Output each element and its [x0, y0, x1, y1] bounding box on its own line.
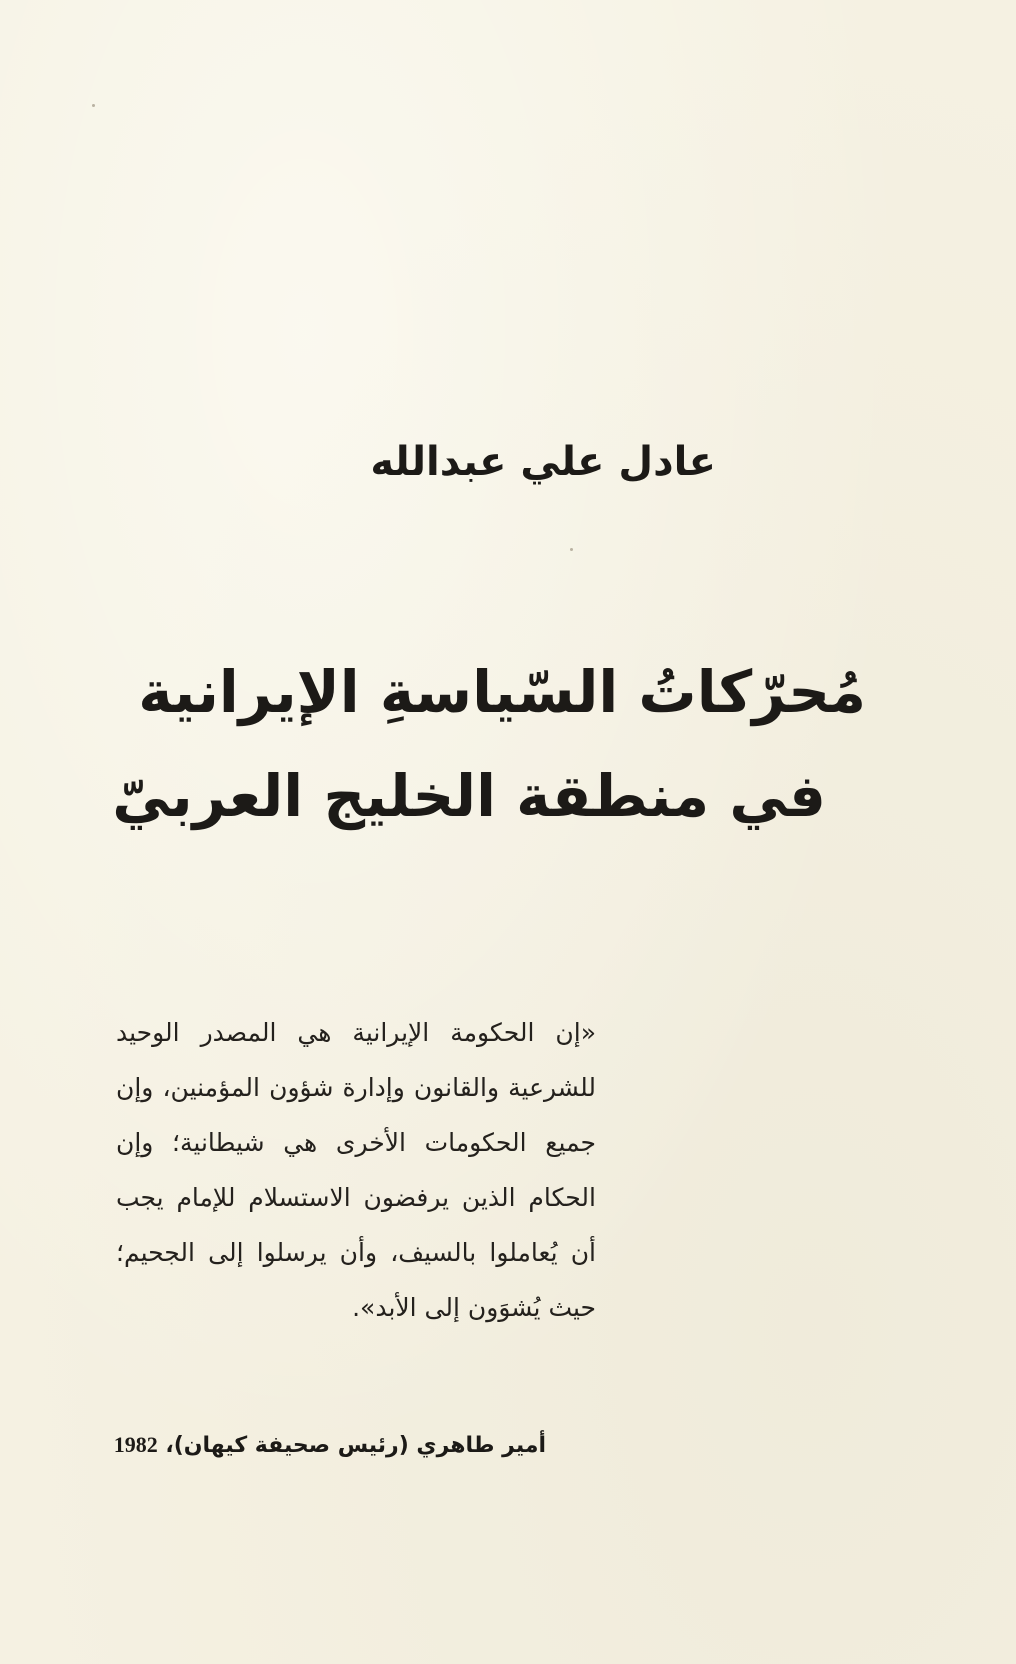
- epigraph-attribution: [113, 1425, 546, 1466]
- book-title: [112, 640, 866, 848]
- author-name: عادل علي عبدالله: [370, 439, 716, 485]
- title-line-1: مُحرّكاتُ السّياسةِ الإيرانية: [138, 658, 866, 726]
- epigraph-quote: [116, 1005, 596, 1335]
- paper-speck: [92, 104, 95, 107]
- title-line-2: في منطقة الخليج العربيّ: [112, 762, 826, 830]
- epigraph-text: «إن الحكومة الإيرانية هي المصدر الوحيد للشرعية والقانون وإدارة شؤون المؤمنين، وإن جميع الحكومات الأخرى هي شيطانية؛ وإن الحكام الذين يرفضون الاستسلام للإمام يجب أن يُعاملوا بالسيف، وأن يرسلوا إلى الجحيم؛ حيث يُشوَون إلى الأبد».: [116, 1018, 596, 1322]
- paper-speck: [570, 548, 573, 551]
- attribution-year: 1982: [113, 1432, 158, 1457]
- attribution-source: أمير طاهري (رئيس صحيفة كيهان)،: [165, 1433, 546, 1458]
